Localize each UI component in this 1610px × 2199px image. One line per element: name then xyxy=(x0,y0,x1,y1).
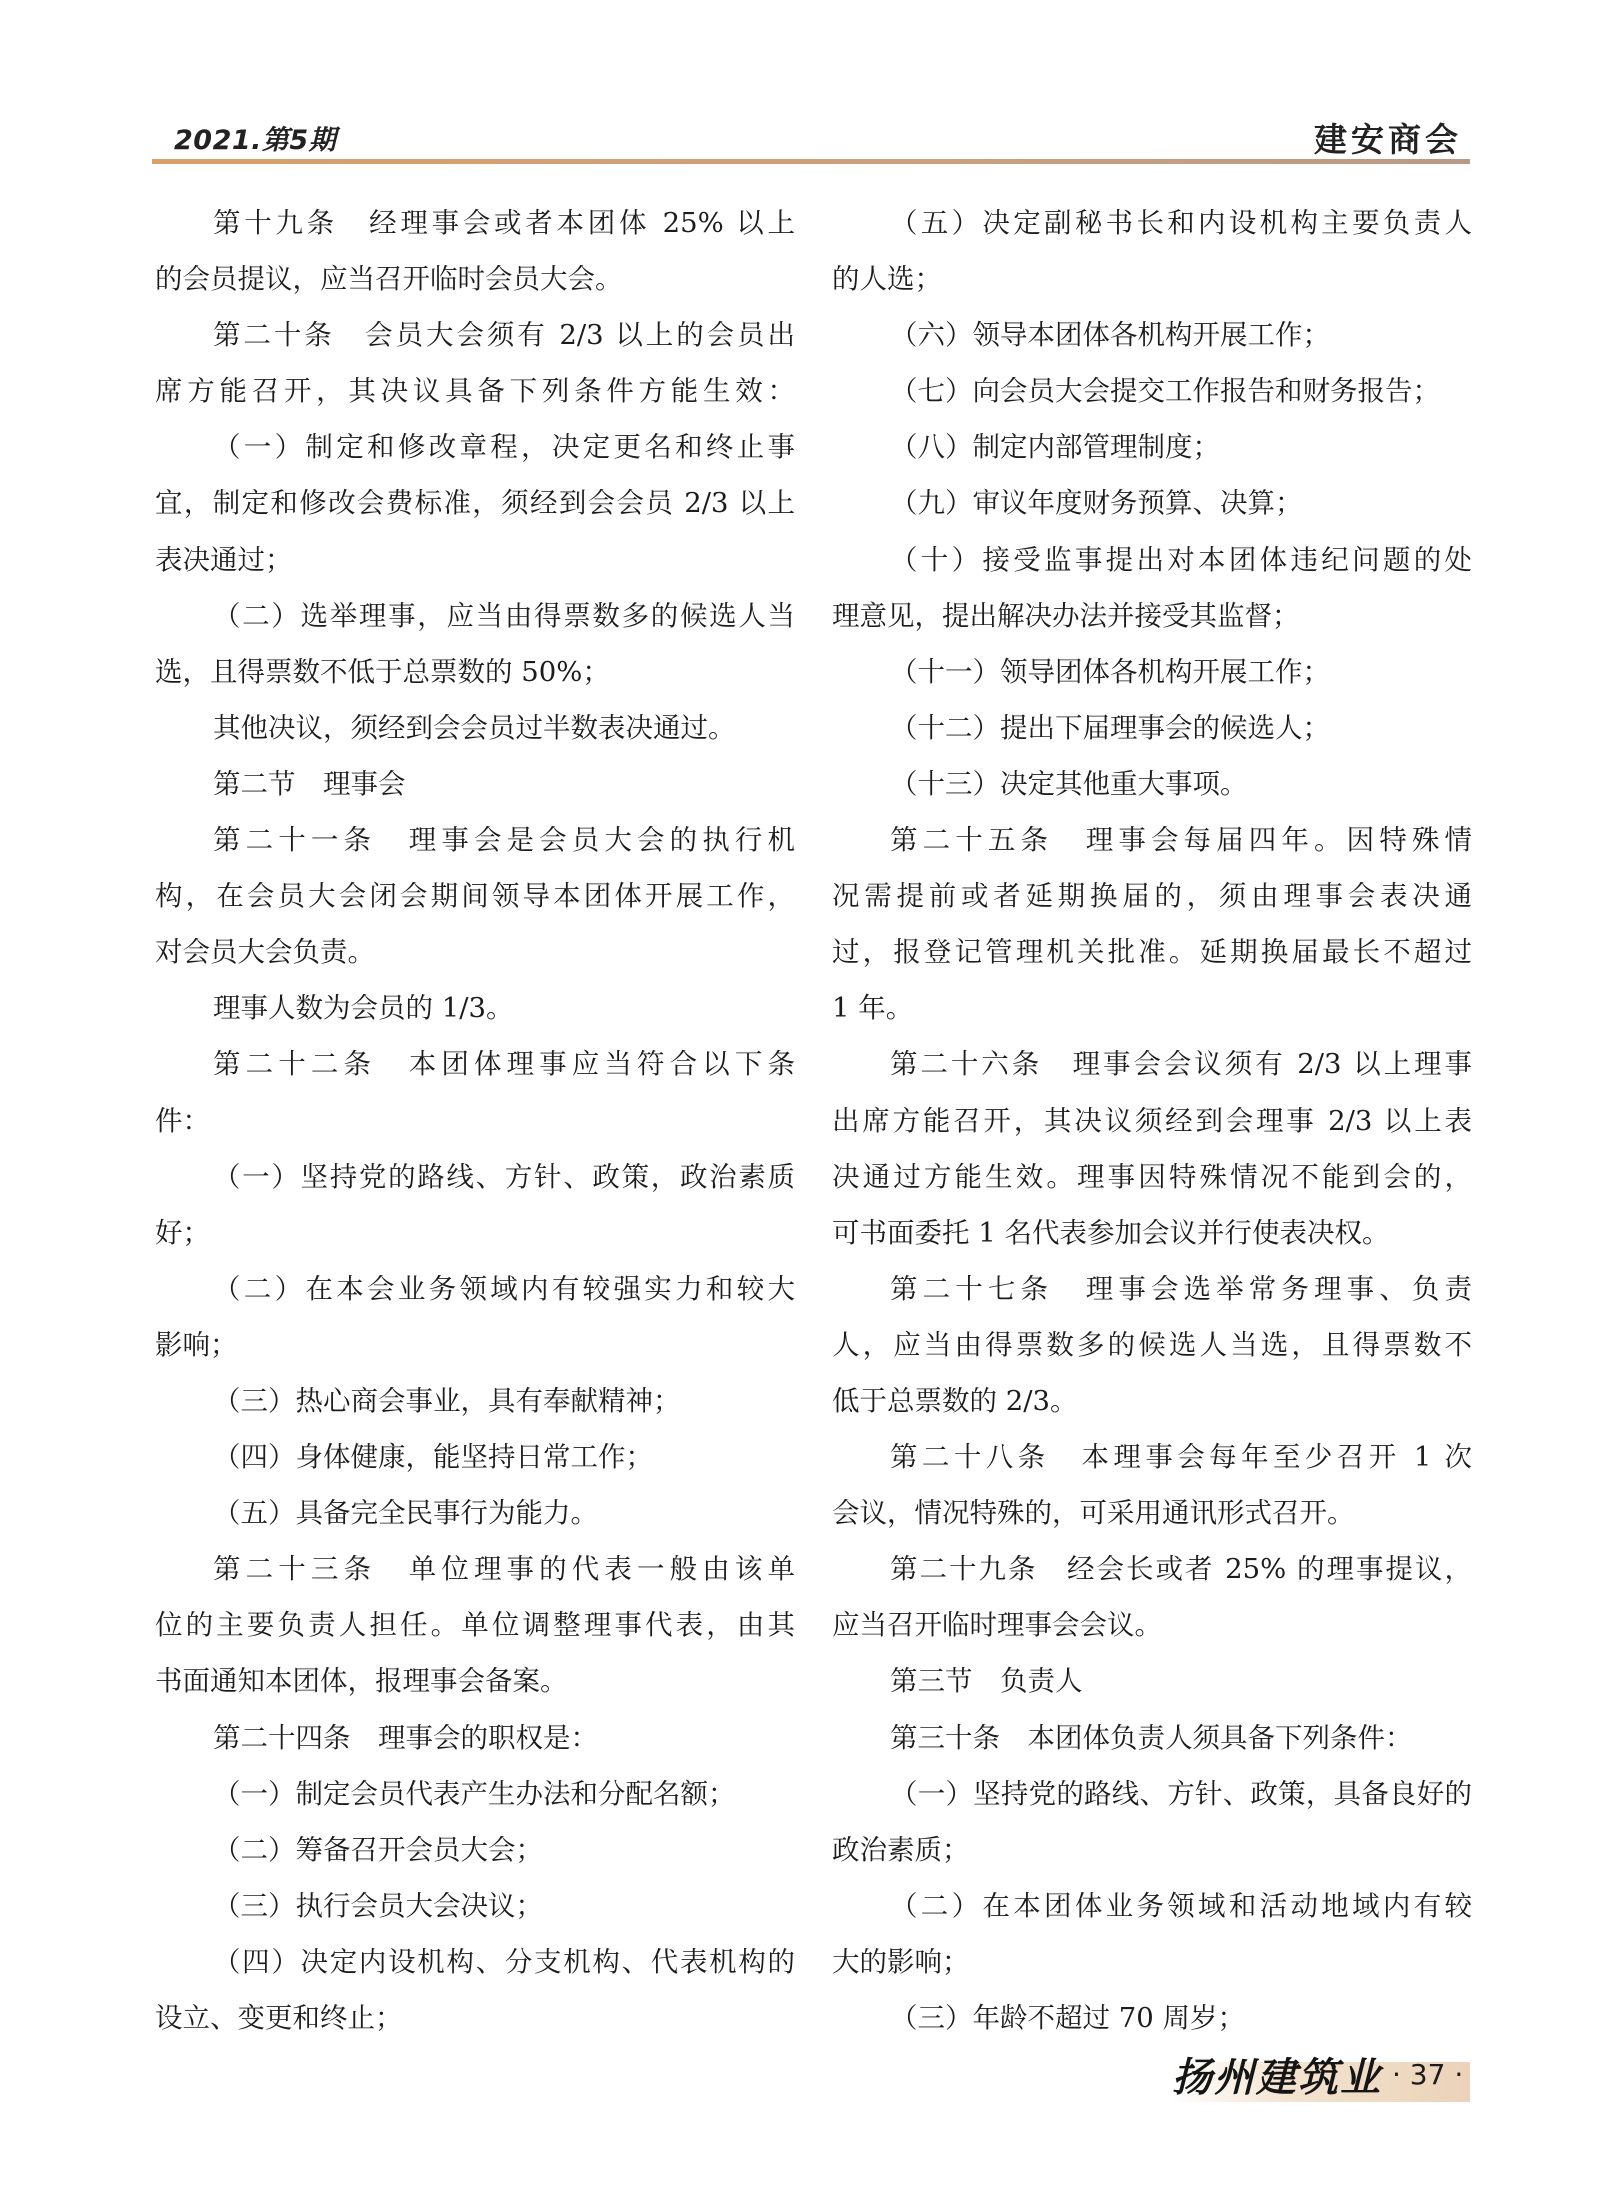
text-line: （三）年龄不超过 70 周岁； xyxy=(890,2002,1245,2034)
page-number: · 37 · xyxy=(1392,2058,1464,2091)
text-line: 人，应当由得票数多的候选人当选，且得票数不 xyxy=(832,1328,1472,1361)
text-line: 位的主要负责人担任。单位调整理事代表，由其 xyxy=(155,1609,795,1642)
text-line: （四）身体健康，能坚持日常工作； xyxy=(213,1441,653,1474)
section-heading: 第三节 负责人 xyxy=(890,1665,1083,1698)
text-line: 第二十三条 单位理事的代表一般由该单 xyxy=(213,1553,795,1586)
text-line: 第十九条 经理事会或者本团体 25% 以上 xyxy=(213,207,795,239)
text-line: （十一）领导团体各机构开展工作； xyxy=(890,655,1330,688)
text-line: （二）筹备召开会员大会； xyxy=(213,1833,543,1866)
text-line: 第二十五条 理事会每届四年。因特殊情 xyxy=(890,824,1472,857)
magazine-name: 建安商会 xyxy=(1314,120,1462,159)
header-rule xyxy=(152,159,1470,164)
text-line: 席方能召开，其决议具备下列条件方能生效： xyxy=(155,375,795,408)
text-line: 件： xyxy=(155,1104,210,1137)
text-line: 理事人数为会员的 1/3。 xyxy=(213,992,514,1025)
text-line: （一）坚持党的路线、方针、政策，政治素质 xyxy=(213,1160,795,1193)
text-line: 1 年。 xyxy=(832,992,914,1025)
text-line: 构，在会员大会闭会期间领导本团体开展工作， xyxy=(155,880,795,913)
text-line: 会议，情况特殊的，可采用通讯形式召开。 xyxy=(832,1497,1355,1530)
right-column xyxy=(832,195,1472,2046)
text-line: （四）决定内设机构、分支机构、代表机构的 xyxy=(213,1945,795,1978)
text-line: 第二十二条 本团体理事应当符合以下条 xyxy=(213,1048,795,1081)
text-line: 第二十一条 理事会是会员大会的执行机 xyxy=(213,824,795,857)
text-line: 过，报登记管理机关批准。延期换届最长不超过 xyxy=(832,936,1472,969)
text-line: 书面通知本团体，报理事会备案。 xyxy=(155,1665,568,1698)
text-line: （二）在本团体业务领域和活动地域内有较 xyxy=(890,1889,1472,1922)
text-line: 理意见，提出解决办法并接受其监督； xyxy=(832,599,1300,632)
text-line: 好； xyxy=(155,1216,210,1249)
text-line: 决通过方能生效。理事因特殊情况不能到会的， xyxy=(832,1160,1472,1193)
text-line: 第三十条 本团体负责人须具备下列条件： xyxy=(890,1721,1413,1754)
text-line: 选，且得票数不低于总票数的 50%； xyxy=(155,655,610,688)
left-column xyxy=(155,195,795,2046)
text-line: （六）领导本团体各机构开展工作； xyxy=(890,319,1330,352)
text-line: 第二十六条 理事会会议须有 2/3 以上理事 xyxy=(890,1048,1472,1081)
text-line: （七）向会员大会提交工作报告和财务报告； xyxy=(890,375,1440,408)
text-line: （五）决定副秘书长和内设机构主要负责人 xyxy=(890,207,1472,239)
text-line: （一）坚持党的路线、方针、政策，具备良好的 xyxy=(890,1777,1472,1810)
text-line: 第二十八条 本理事会每年至少召开 1 次 xyxy=(890,1441,1472,1474)
text-line: （一）制定和修改章程，决定更名和终止事 xyxy=(213,431,795,464)
text-line: 大的影响； xyxy=(832,1945,970,1978)
text-line: （五）具备完全民事行为能力。 xyxy=(213,1497,598,1530)
text-line: 的人选； xyxy=(832,263,942,296)
text-line: 其他决议，须经到会会员过半数表决通过。 xyxy=(213,711,736,744)
text-line: （三）热心商会事业，具有奉献精神； xyxy=(213,1384,681,1417)
page-footer xyxy=(1170,2040,1470,2120)
text-line: （十）接受监事提出对本团体违纪问题的处 xyxy=(890,543,1472,576)
text-line: （三）执行会员大会决议； xyxy=(213,1889,543,1922)
issue-label: 2021.第5期 xyxy=(174,125,337,156)
text-line: 第二十七条 理事会选举常务理事、负责 xyxy=(890,1272,1472,1305)
text-line: 况需提前或者延期换届的，须由理事会表决通 xyxy=(832,880,1472,913)
text-line: 第二十四条 理事会的职权是： xyxy=(213,1721,598,1754)
text-line: 宜，制定和修改会费标准，须经到会会员 2/3 以上 xyxy=(155,487,795,520)
text-line: 应当召开临时理事会会议。 xyxy=(832,1609,1162,1642)
text-line: （八）制定内部管理制度； xyxy=(890,431,1220,464)
text-line: 出席方能召开，其决议须经到会理事 2/3 以上表 xyxy=(832,1104,1472,1137)
text-line: 影响； xyxy=(155,1328,238,1361)
text-line: 表决通过； xyxy=(155,543,293,576)
text-line: （二）在本会业务领域内有较强实力和较大 xyxy=(213,1272,795,1305)
text-line: 可书面委托 1 名代表参加会议并行使表决权。 xyxy=(832,1216,1390,1249)
text-line: （一）制定会员代表产生办法和分配名额； xyxy=(213,1777,736,1810)
text-line: 第二十九条 经会长或者 25% 的理事提议， xyxy=(890,1553,1472,1586)
text-line: （九）审议年度财务预算、决算； xyxy=(890,487,1303,520)
section-heading: 第二节 理事会 xyxy=(213,767,406,800)
text-line: （十三）决定其他重大事项。 xyxy=(890,767,1248,800)
text-line: 低于总票数的 2/3。 xyxy=(832,1384,1078,1417)
text-line: 设立、变更和终止； xyxy=(155,2002,403,2034)
text-line: 对会员大会负责。 xyxy=(155,936,375,969)
page-header xyxy=(152,112,1470,164)
text-line: （十二）提出下届理事会的候选人； xyxy=(890,711,1330,744)
text-line: 第二十条 会员大会须有 2/3 以上的会员出 xyxy=(213,319,795,352)
text-line: 政治素质； xyxy=(832,1833,970,1866)
text-line: （二）选举理事，应当由得票数多的候选人当 xyxy=(213,599,795,632)
magazine-logo: 扬州建筑业 xyxy=(1172,2054,1382,2101)
text-line: 的会员提议，应当召开临时会员大会。 xyxy=(155,263,623,296)
